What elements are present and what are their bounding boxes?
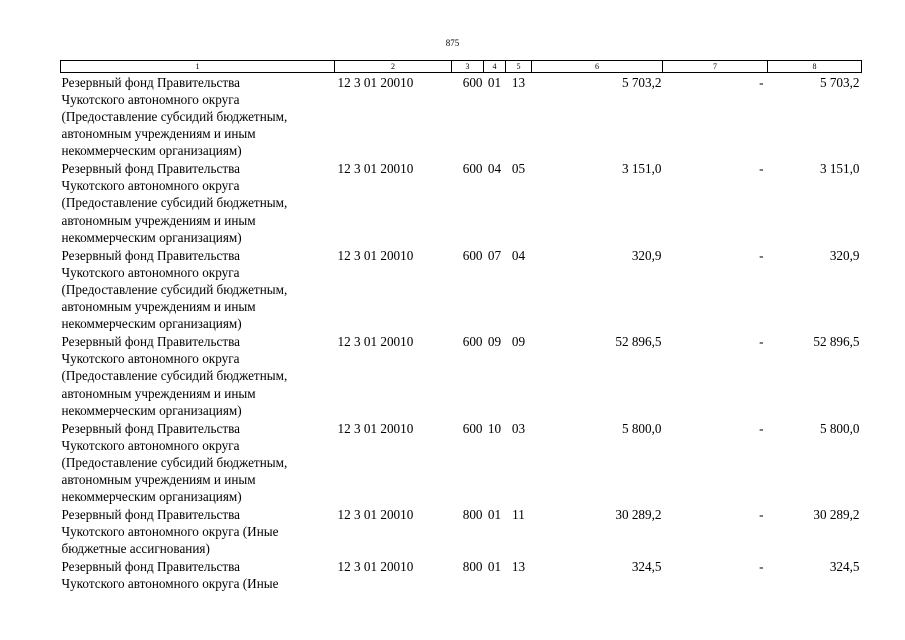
row-vr-cell: 600 [462, 74, 483, 90]
row-change-cell: - [759, 247, 764, 263]
row-vr-cell: 800 [462, 559, 483, 575]
row-name-line: Чукотского автономного округа [61, 351, 240, 367]
table-row [61, 73, 862, 160]
row-total-cell: 5 800,0 [819, 420, 860, 436]
row-pr-cell: 05 [511, 161, 526, 177]
row-name-line: Резервный фонд Правительства [61, 247, 241, 263]
row-name-line: Чукотского автономного округа [61, 264, 240, 280]
row-name-cell [61, 506, 335, 558]
row-pr-cell: 11 [512, 507, 525, 523]
row-code-cell: 12 3 01 20010 [337, 247, 414, 263]
row-name-line: Чукотского автономного округа (Иные [61, 524, 279, 540]
row-name-line: Резервный фонд Правительства [61, 74, 241, 90]
row-change-cell: - [759, 559, 764, 575]
column-number-header: 3 [452, 61, 484, 73]
row-pr-cell: 13 [511, 74, 526, 90]
row-amount-cell: 5 800,0 [621, 420, 662, 436]
row-vr-cell: 600 [462, 247, 483, 263]
table-row [61, 246, 862, 333]
column-number-header: 1 [61, 61, 335, 73]
row-vr-cell: 600 [462, 420, 483, 436]
row-rz-cell: 10 [487, 420, 502, 436]
column-number-header: 8 [768, 61, 862, 73]
row-rz-cell: 09 [487, 334, 502, 350]
row-amount-cell: 320,9 [631, 247, 662, 263]
table-row [61, 506, 862, 558]
row-name-line: (Предоставление субсидий бюджетным, [61, 281, 288, 297]
row-change-cell: - [759, 507, 764, 523]
row-name-line: (Предоставление субсидий бюджетным, [61, 195, 288, 211]
row-amount-cell: 52 896,5 [615, 334, 662, 350]
row-code-cell: 12 3 01 20010 [337, 334, 414, 350]
row-rz-cell: 01 [487, 559, 502, 575]
row-pr-cell: 03 [511, 420, 526, 436]
row-amount-cell: 3 151,0 [621, 161, 662, 177]
row-code-cell: 12 3 01 20010 [337, 507, 414, 523]
budget-table [60, 60, 862, 593]
row-name-cell [61, 73, 335, 160]
page-number: 875 [445, 38, 460, 48]
row-name-line: бюджетные ассигнования) [61, 541, 210, 557]
row-code-cell: 12 3 01 20010 [337, 420, 414, 436]
table-row [61, 419, 862, 506]
row-rz-cell: 01 [487, 74, 502, 90]
row-name-line: некоммерческим организациям) [61, 402, 242, 418]
row-vr-cell: 800 [462, 507, 483, 523]
row-change-cell: - [759, 420, 764, 436]
row-name-cell [61, 246, 335, 333]
table-row [61, 333, 862, 420]
row-rz-cell: 01 [487, 507, 502, 523]
row-vr-cell: 600 [462, 334, 483, 350]
row-name-line: некоммерческим организациям) [61, 229, 242, 245]
row-total-cell: 320,9 [829, 247, 860, 263]
row-total-cell: 324,5 [829, 559, 860, 575]
row-change-cell: - [759, 161, 764, 177]
row-code-cell: 12 3 01 20010 [337, 74, 414, 90]
row-name-line: Резервный фонд Правительства [61, 507, 241, 523]
row-amount-cell: 30 289,2 [615, 507, 662, 523]
column-number-header: 2 [335, 61, 452, 73]
row-name-cell [61, 558, 335, 593]
row-name-line: автономным учреждениям и иным [61, 472, 256, 488]
row-amount-cell: 5 703,2 [621, 74, 662, 90]
row-name-line: (Предоставление субсидий бюджетным, [61, 368, 288, 384]
row-total-cell: 5 703,2 [819, 74, 860, 90]
row-change-cell: - [759, 334, 764, 350]
row-name-line: автономным учреждениям и иным [61, 385, 256, 401]
row-name-line: Резервный фонд Правительства [61, 420, 241, 436]
row-rz-cell: 04 [487, 161, 502, 177]
row-name-line: (Предоставление субсидий бюджетным, [61, 108, 288, 124]
row-name-line: Резервный фонд Правительства [61, 334, 241, 350]
row-name-cell [61, 160, 335, 247]
row-vr-cell: 600 [462, 161, 483, 177]
row-amount-cell: 324,5 [631, 559, 662, 575]
table-body [61, 73, 862, 593]
column-number-header: 6 [532, 61, 663, 73]
row-name-line: Чукотского автономного округа [61, 178, 240, 194]
row-total-cell: 52 896,5 [813, 334, 860, 350]
row-name-line: автономным учреждениям и иным [61, 299, 256, 315]
row-name-line: Чукотского автономного округа [61, 437, 240, 453]
row-name-line: Чукотского автономного округа (Иные [61, 576, 279, 592]
row-name-line: Резервный фонд Правительства [61, 161, 241, 177]
row-total-cell: 3 151,0 [819, 161, 860, 177]
table-row [61, 558, 862, 593]
column-number-header: 7 [663, 61, 768, 73]
row-name-cell [61, 419, 335, 506]
row-code-cell: 12 3 01 20010 [337, 161, 414, 177]
row-pr-cell: 13 [511, 559, 526, 575]
row-name-line: некоммерческим организациям) [61, 316, 242, 332]
column-number-header: 5 [506, 61, 532, 73]
row-name-line: автономным учреждениям и иным [61, 212, 256, 228]
column-number-header: 4 [484, 61, 506, 73]
table-row [61, 160, 862, 247]
row-total-cell: 30 289,2 [813, 507, 860, 523]
row-code-cell: 12 3 01 20010 [337, 559, 414, 575]
row-name-line: (Предоставление субсидий бюджетным, [61, 454, 288, 470]
row-name-line: Чукотского автономного округа [61, 91, 240, 107]
row-name-cell [61, 333, 335, 420]
row-name-line: некоммерческим организациям) [61, 143, 242, 159]
row-pr-cell: 09 [511, 334, 526, 350]
row-pr-cell: 04 [511, 247, 526, 263]
column-number-row [61, 61, 862, 73]
row-name-line: Резервный фонд Правительства [61, 559, 241, 575]
row-name-line: некоммерческим организациям) [61, 489, 242, 505]
row-rz-cell: 07 [487, 247, 502, 263]
row-name-line: автономным учреждениям и иным [61, 126, 256, 142]
row-change-cell: - [759, 74, 764, 90]
